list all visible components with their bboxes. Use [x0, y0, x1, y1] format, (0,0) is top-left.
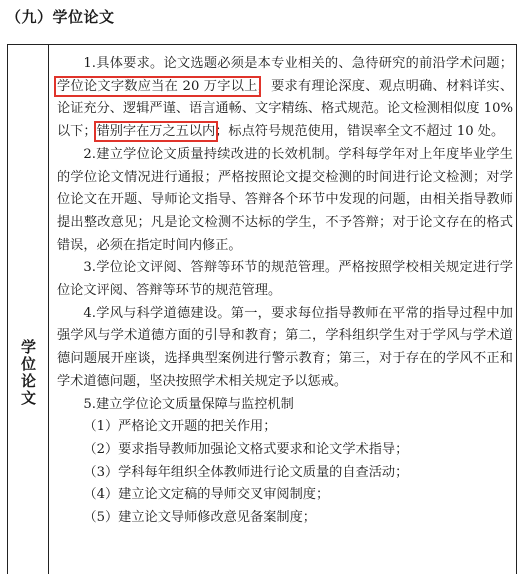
paragraph-1: 1.具体要求。论文选题必须是本专业相关的、急待研究的前沿学术问题；学位论文字数应当在 20 万字以上，要求有理论深度、观点明确、材料详实、论证充分、逻辑严谨、语言通畅、文字精练、格式规范。论文检测相似度 10%以下；错别字在万之五以内；标点符号规范使用，错误率全文不超过 10 处。 [57, 56, 514, 140]
list-item: （3）学科每年组织全体教师进行论文质量的自查活动； [83, 464, 409, 480]
list-item: （2）要求指导教师加强论文格式要求和论文学术指导； [83, 441, 409, 457]
list-item: （1）严格论文开题的把关作用； [83, 419, 277, 435]
row-label-cell [8, 45, 49, 574]
section-heading: （九）学位论文 [6, 8, 115, 26]
list-item: （5）建立论文导师修改意见备案制度； [83, 510, 316, 526]
content-table [7, 44, 517, 574]
paragraph-2: 2.建立学位论文质量持续改进的长效机制。学科每学年对上年度毕业学生的学位论文情况进行通报；严格按照论文提交检测的时间进行论文检测；对学位论文在开题、导师论文指导、答辩各个环节中发现的问题，由相关指导教师提出整改意见；凡是论文检测不达标的学生，不予答辩；对于论文存在的格式错误，必须在指定时间内修正。 [57, 146, 513, 253]
paragraph-3: 3.学位论文评阅、答辩等环节的规范管理。严格按照学校相关规定进行学位论文评阅、答辩等环节的规范管理。 [57, 260, 513, 299]
paragraph-4: 4.学风与科学道德建设。第一，要求每位指导教师在平常的指导过程中加强学风与学术道德方面的引导和教育；第二，学科组织学生对于学风与学术道德问题展开座谈，选择典型案例进行警示教育；第三，对于存在的学风不正和学术道德问题，坚决按照学术相关规定予以惩戒。 [57, 305, 513, 389]
highlight-box-word-count: 学位论文字数应当在 20 万字以上 [57, 78, 258, 94]
row-label: 学位论文 [19, 339, 37, 407]
content-cell [57, 53, 513, 530]
highlight-box-typo-rate: 错别字在万之五以内 [96, 124, 216, 140]
list-item: （4）建立论文定稿的导师交叉审阅制度； [83, 487, 330, 503]
paragraph-5: 5.建立学位论文质量保障与监控机制 [83, 396, 294, 412]
